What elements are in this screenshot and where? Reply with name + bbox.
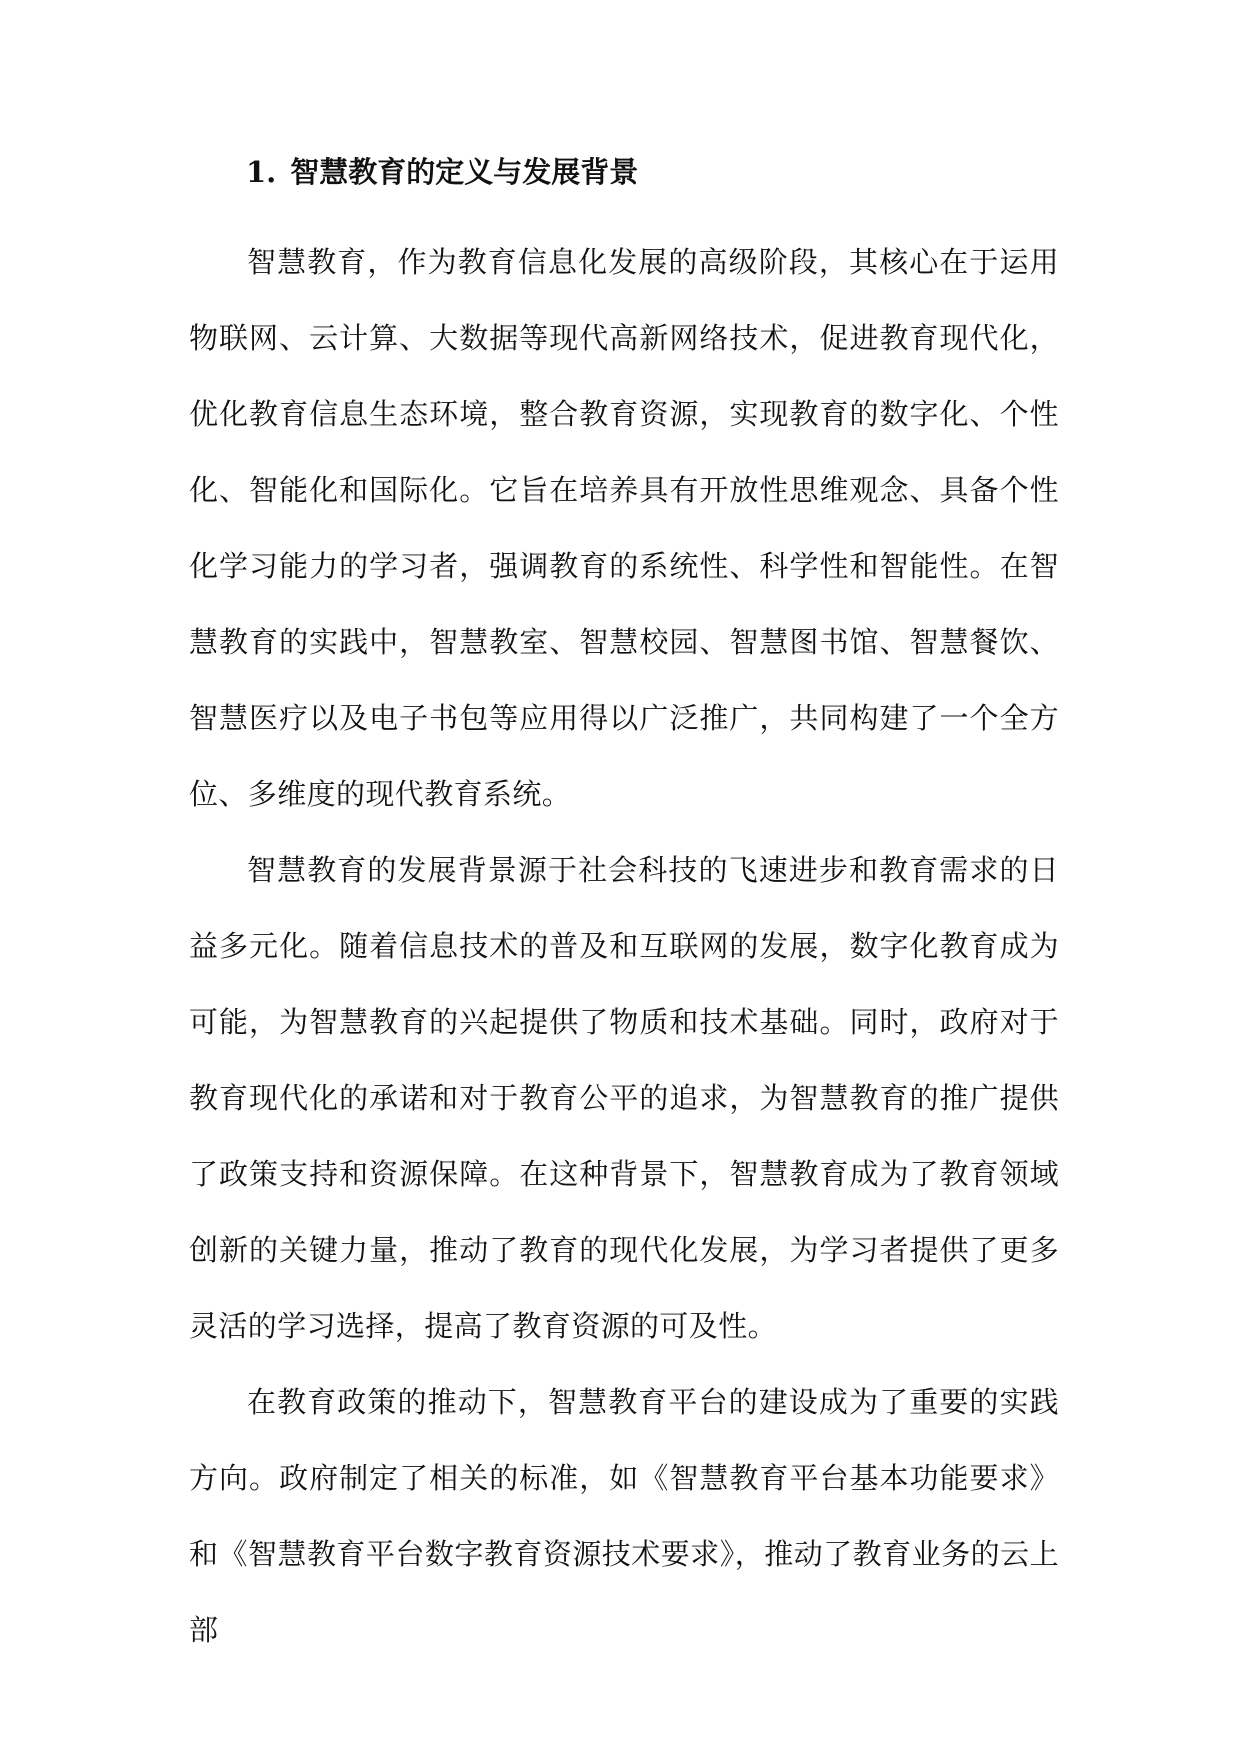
section-title: 智慧教育的定义与发展背景 [290, 155, 639, 189]
paragraph-definition: 智慧教育，作为教育信息化发展的高级阶段，其核心在于运用物联网、云计算、大数据等现代高新网络技术，促进教育现代化，优化教育信息生态环境，整合教育资源，实现教育的数字化、个性化、智能化和国际化。它旨在培养具有开放性思维观念、具备个性化学习能力的学习者，强调教育的系统性、科学性和智能性。在智慧教育的实践中，智慧教室、智慧校园、智慧图书馆、智慧餐饮、智慧医疗以及电子书包等应用得以广泛推广，共同构建了一个全方位、多维度的现代教育系统。 [189, 245, 1059, 811]
section-heading [246, 150, 638, 194]
paragraph-background: 智慧教育的发展背景源于社会科技的飞速进步和教育需求的日益多元化。随着信息技术的普及和互联网的发展，数字化教育成为可能，为智慧教育的兴起提供了物质和技术基础。同时，政府对于教育现代化的承诺和对于教育公平的追求，为智慧教育的推广提供了政策支持和资源保障。在这种背景下，智慧教育成为了教育领域创新的关键力量，推动了教育的现代化发展，为学习者提供了更多灵活的学习选择，提高了教育资源的可及性。 [189, 853, 1059, 1343]
section-number: 1. [246, 155, 277, 189]
body-text [189, 224, 1059, 1668]
paragraph-policy: 在教育政策的推动下，智慧教育平台的建设成为了重要的实践方向。政府制定了相关的标准，如《智慧教育平台基本功能要求》和《智慧教育平台数字教育资源技术要求》，推动了教育业务的云上部 [189, 1385, 1059, 1647]
